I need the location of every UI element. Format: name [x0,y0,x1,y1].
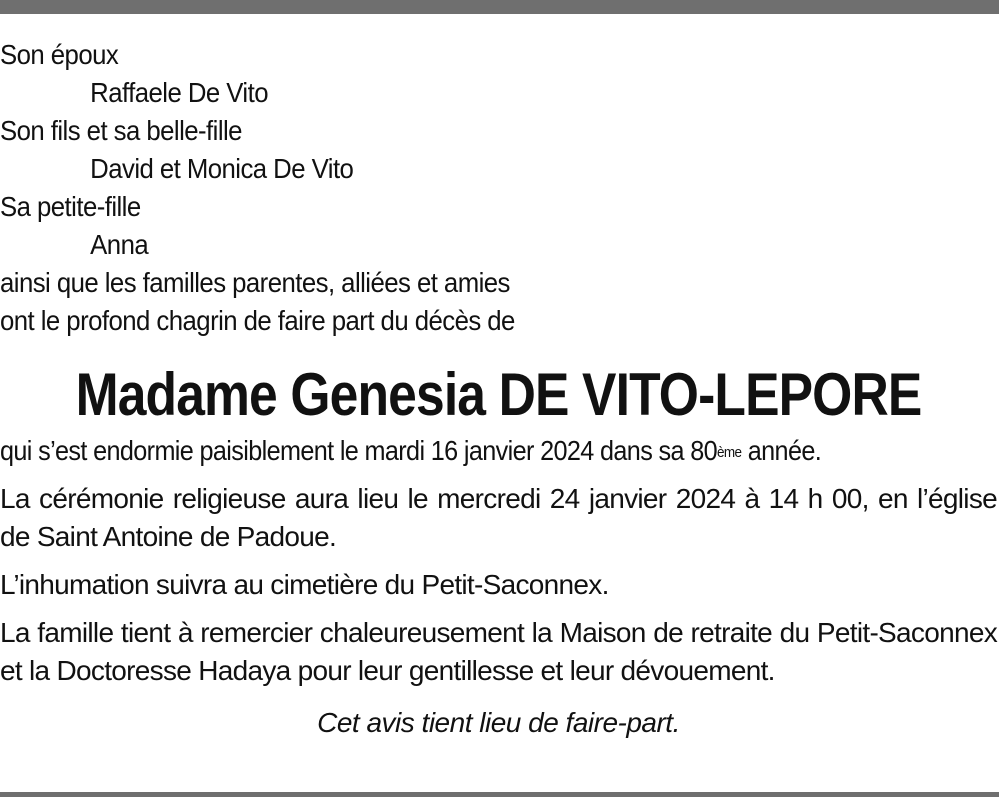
ceremony-paragraph: La cérémonie religieuse aura lieu le mercredi 24 janvier 2024 à 14 h 00, en l’église de Saint Antoine de Padoue. [0,483,997,552]
death-notice-end: année. [741,435,822,466]
family-line-announcement: ont le profond chagrin de faire part du décès de [0,305,515,336]
closing-note: Cet avis tient lieu de faire-part. [317,707,680,738]
deceased-name: Madame Genesia DE VITO-LEPORE [75,361,922,428]
death-notice [0,432,997,470]
thanks-paragraph: La famille tient à remercier chaleureusement la Maison de retraite du Petit-Saconnex et la Doctoresse Hadaya pour leur gentillesse et leur dévouement. [0,617,997,686]
death-notice-text: qui s’est endormie paisiblement le mardi 16 janvier 2024 dans sa 80 [0,435,718,466]
family-line-granddaughter-title: Sa petite-fille [0,191,141,222]
top-rule [0,0,999,14]
family-line-spouse-name: Raffaele De Vito [90,77,268,108]
family-line-son-title: Son fils et sa belle-fille [0,115,242,146]
family-line-granddaughter-name: Anna [90,229,149,260]
burial-paragraph: L’inhumation suivra au cimetière du Petit-Saconnex. [0,569,609,600]
family-line-son-name: David et Monica De Vito [90,153,354,184]
bottom-rule [0,792,999,797]
death-notice-ordinal: ème [717,444,742,461]
family-line-spouse-title: Son époux [0,39,119,70]
family-line-relatives: ainsi que les familles parentes, alliées et amies [0,267,510,298]
obituary-notice [0,36,997,742]
